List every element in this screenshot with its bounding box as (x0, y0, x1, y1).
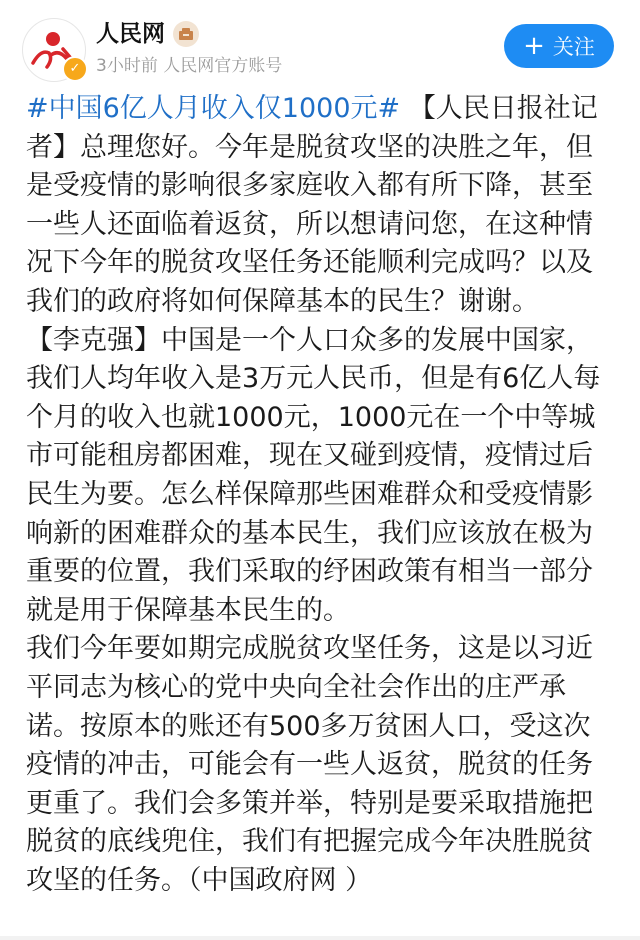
follow-label: 关注 (552, 35, 595, 59)
paragraph-1-text: 【人民日报社记者】总理您好。今年是脱贫攻坚的决胜之年，但是受疫情的影响很多家庭收入都有所下降，甚至一些人还面临着返贫，所以想请问您，在这种情况下今年的脱贫攻坚任务还能顺利完成吗？以及我们的政府将如何保障基本的民生？谢谢。 (26, 93, 598, 317)
post-meta: 3小时前 人民网官方账号 (96, 56, 283, 76)
paragraph-1 (26, 90, 616, 322)
verified-icon: ✓ (62, 56, 88, 82)
follow-button[interactable] (504, 24, 614, 68)
hashtag-link[interactable]: #中国6亿人月收入仅1000元# (26, 93, 401, 124)
post-body (26, 90, 616, 900)
plus-icon: + (523, 31, 545, 61)
paragraph-2: 【李克强】中国是一个人口众多的发展中国家，我们人均年收入是3万元人民币，但是有6亿人每个月的收入也就1000元，1000元在一个中等城市可能租房都困难，现在又碰到疫情，疫情过后民生为要。怎么样保障那些困难群众和受疫情影响新的困难群众的基本民生，我们应该放在极为重要的位置，我们采取的纾困政策有相当一部分就是用于保障基本民生的。 (26, 324, 601, 626)
account-name-text: 人民网 (96, 21, 165, 47)
divider (0, 936, 640, 940)
official-badge-icon (173, 21, 199, 47)
post-header (0, 0, 640, 90)
paragraph-3: 我们今年要如期完成脱贫攻坚任务，这是以习近平同志为核心的党中央向全社会作出的庄严承诺。按原本的账还有500多万贫困人口，受这次疫情的冲击，可能会有一些人返贫，脱贫的任务更重了。我们会多策并举，特别是要采取措施把脱贫的底线兜住，我们有把握完成今年决胜脱贫攻坚的任务。（中国政府网 ） (26, 633, 593, 896)
account-name[interactable] (96, 18, 199, 50)
